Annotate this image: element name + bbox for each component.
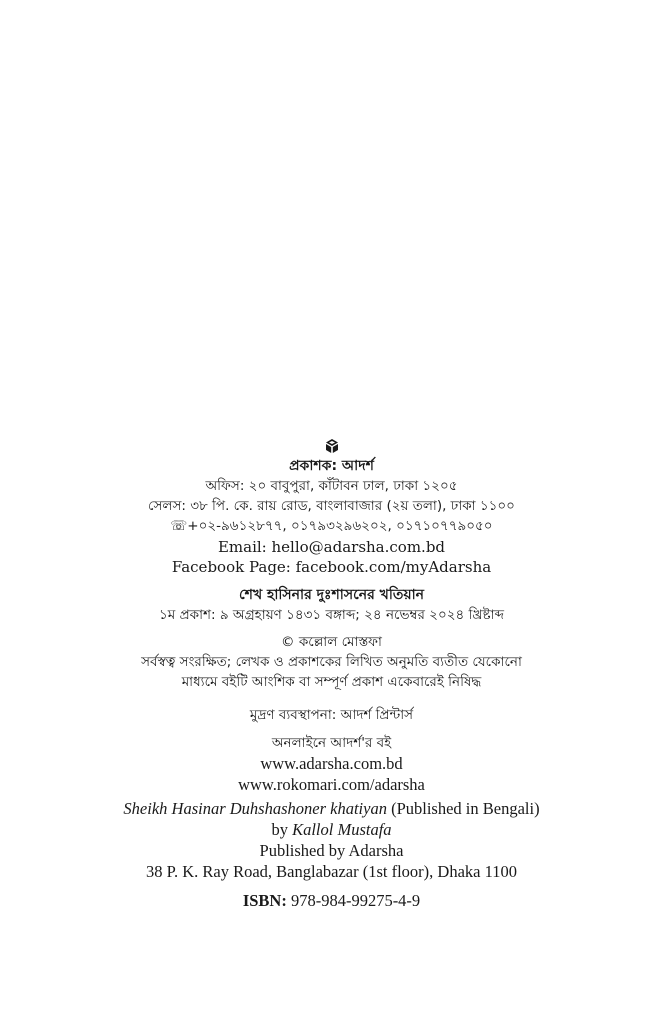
publisher-logo-icon	[324, 438, 340, 454]
rights-line-1: সর্বস্বত্ব সংরক্ষিত; লেখক ও প্রকাশকের লিখিত অনুমতি ব্যতীত যেকোনো	[141, 654, 522, 670]
online-block	[0, 733, 663, 795]
author-line	[0, 819, 663, 840]
isbn-block	[0, 890, 663, 911]
isbn-value: 978-984-99275-4-9	[286, 891, 421, 910]
isbn-line	[0, 890, 663, 911]
book-title-bengali: শেখ হাসিনার দুঃশাসনের খতিয়ান	[238, 587, 425, 603]
publisher-logo	[0, 438, 663, 458]
copyright-line: © কল্লোল মোস্তফা	[281, 634, 382, 650]
isbn-label: ISBN:	[242, 891, 287, 910]
publisher-block	[0, 456, 663, 577]
printing-block	[0, 705, 663, 725]
first-edition-line: ১ম প্রকাশ: ৯ অগ্রহায়ণ ১৪৩১ বঙ্গাব্দ; ২৪ নভেম্বর ২০২৪ খ্রিষ্টাব্দ	[159, 607, 504, 623]
english-title: Sheikh Hasinar Duhshashoner khatiyan	[123, 799, 387, 818]
publisher-label: প্রকাশক: আদর্শ	[289, 458, 374, 474]
office-address: অফিস: ২০ বাবুপুরা, কাঁটাবন ঢাল, ঢাকা ১২০৫	[205, 478, 458, 494]
website-rokomari: www.rokomari.com/adarsha	[238, 775, 425, 794]
english-title-suffix: (Published in Bengali)	[386, 799, 540, 818]
author-by: by	[271, 820, 293, 839]
rights-block	[0, 632, 663, 692]
email-line: Email: hello@adarsha.com.bd	[217, 538, 446, 556]
website-adarsha: www.adarsha.com.bd	[260, 754, 403, 773]
english-colophon	[0, 798, 663, 882]
printing-management: মুদ্রণ ব্যবস্থাপনা: আদর্শ প্রিন্টার্স	[249, 707, 414, 723]
english-title-line	[0, 798, 663, 819]
online-heading: অনলাইনে আদর্শ'র বই	[271, 735, 392, 751]
english-address: 38 P. K. Ray Road, Banglabazar (1st floor), Dhaka 1100	[145, 862, 518, 881]
sales-address: সেলস: ৩৮ পি. কে. রায় রোড, বাংলাবাজার (২য় তলা), ঢাকা ১১০০	[148, 498, 515, 514]
facebook-line: Facebook Page: facebook.com/myAdarsha	[171, 558, 492, 576]
rights-line-2: মাধ্যমে বইটি আংশিক বা সম্পূর্ণ প্রকাশ একেবারেই নিষিদ্ধ	[181, 674, 482, 690]
book-info-block	[0, 585, 663, 625]
published-by-line: Published by Adarsha	[259, 841, 404, 860]
phone-numbers: ☏+০২-৯৬১২৮৭৭, ০১৭৯৩২৯৬২০২, ০১৭১০৭৭৯০৫০	[170, 518, 493, 534]
author-name: Kallol Mustafa	[292, 820, 392, 839]
